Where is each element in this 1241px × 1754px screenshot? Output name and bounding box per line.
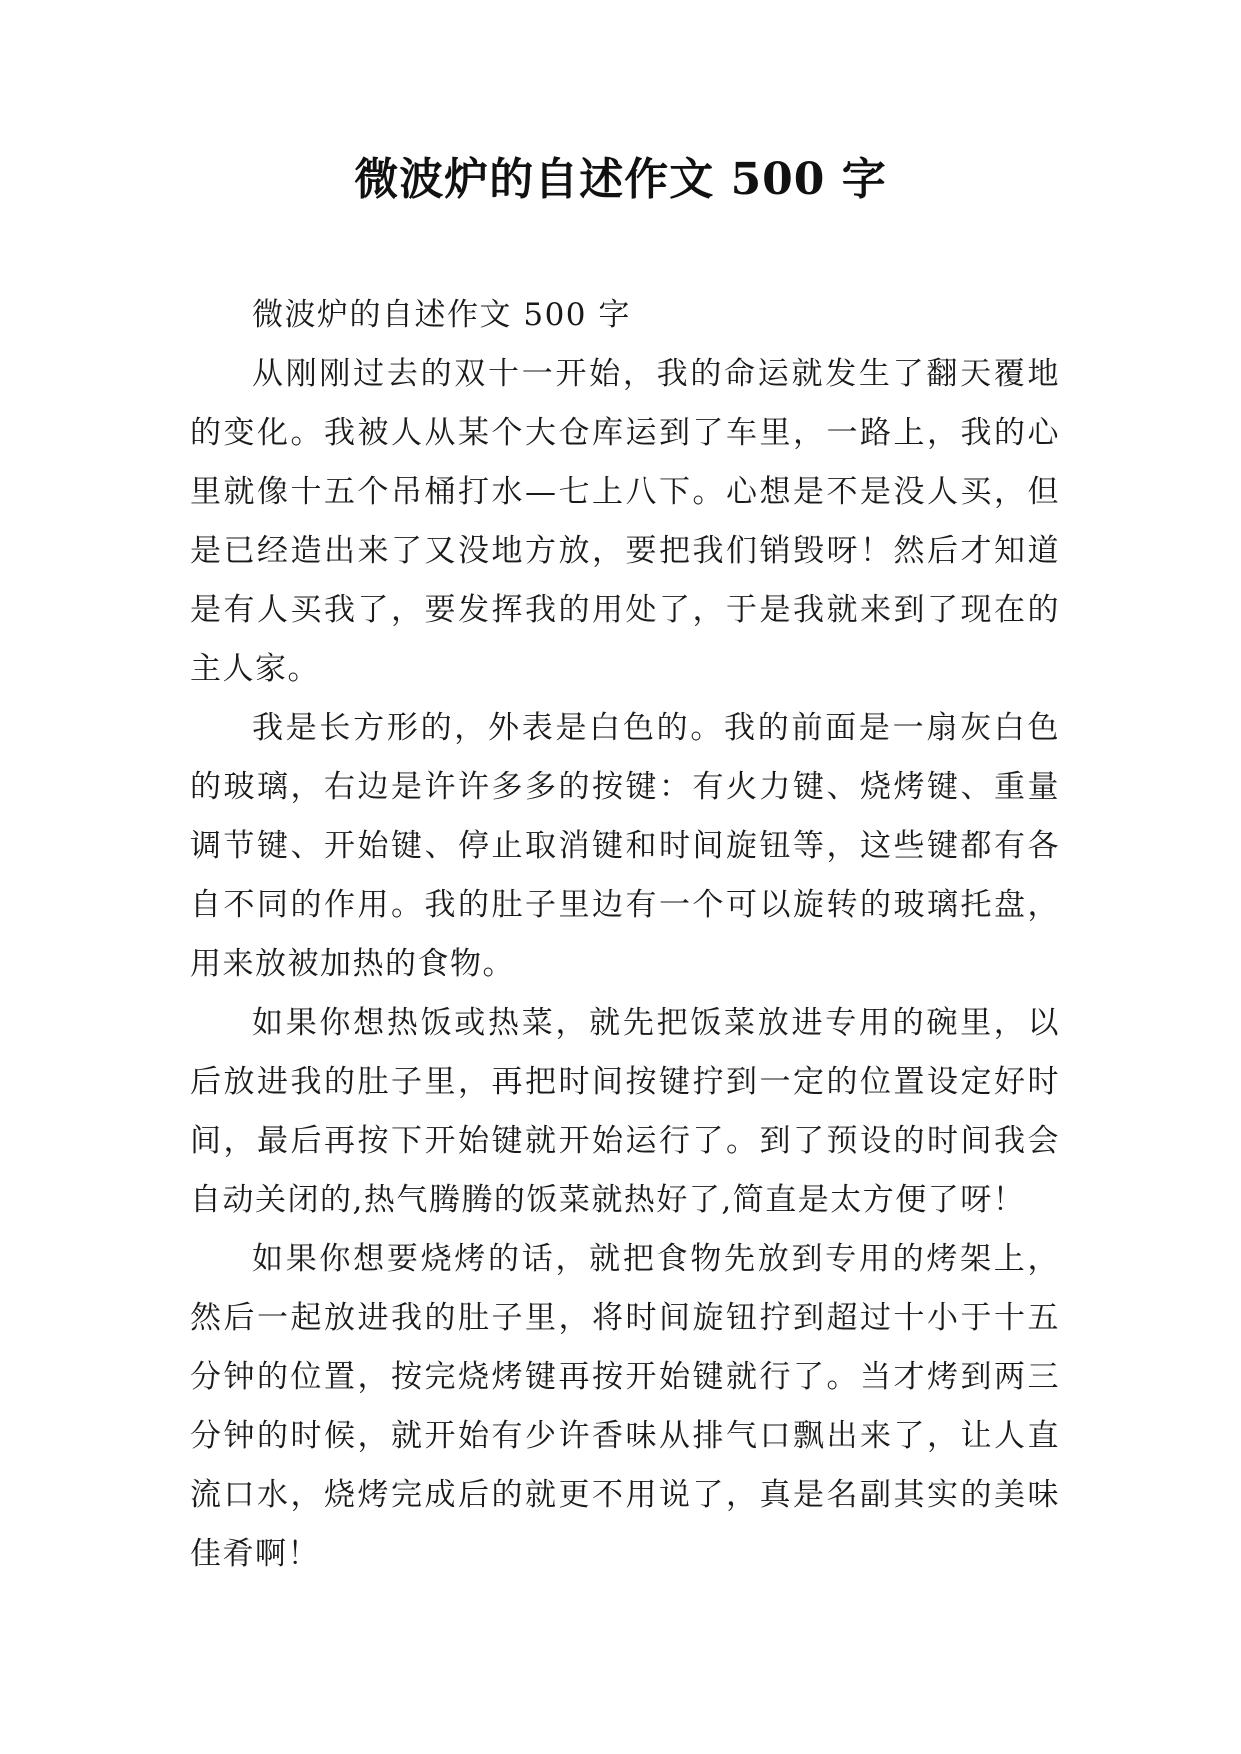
paragraph: 如果你想热饭或热菜，就先把饭菜放进专用的碗里，以后放进我的肚子里，再把时间按键拧到一定的位置设定好时间，最后再按下开始键就开始运行了。到了预设的时间我会自动关闭的,热气腾腾的饭菜就热好了,简直是太方便了呀！	[190, 1005, 1060, 1218]
paragraph: 我是长方形的，外表是白色的。我的前面是一扇灰白色的玻璃，右边是许许多多的按键：有火力键、烧烤键、重量调节键、开始键、停止取消键和时间旋钮等，这些键都有各自不同的作用。我的肚子里边有一个可以旋转的玻璃托盘，用来放被加热的食物。	[190, 710, 1060, 982]
document-body	[190, 286, 1060, 1584]
paragraph: 如果你想要烧烤的话，就把食物先放到专用的烤架上，然后一起放进我的肚子里，将时间旋钮拧到超过十小于十五分钟的位置，按完烧烤键再按开始键就行了。当才烤到两三分钟的时候，就开始有少许香味从排气口飘出来了，让人直流口水，烧烤完成后的就更不用说了，真是名副其实的美味佳肴啊！	[190, 1241, 1060, 1572]
paragraph: 从刚刚过去的双十一开始，我的命运就发生了翻天覆地的变化。我被人从某个大仓库运到了车里，一路上，我的心里就像十五个吊桶打水—七上八下。心想是不是没人买，但是已经造出来了又没地方放，要把我们销毁呀！然后才知道是有人买我了，要发挥我的用处了，于是我就来到了现在的主人家。	[190, 356, 1060, 687]
paragraph-subtitle: 微波炉的自述作文 500 字	[252, 297, 631, 333]
document-title: 微波炉的自述作文 500 字	[354, 154, 887, 205]
